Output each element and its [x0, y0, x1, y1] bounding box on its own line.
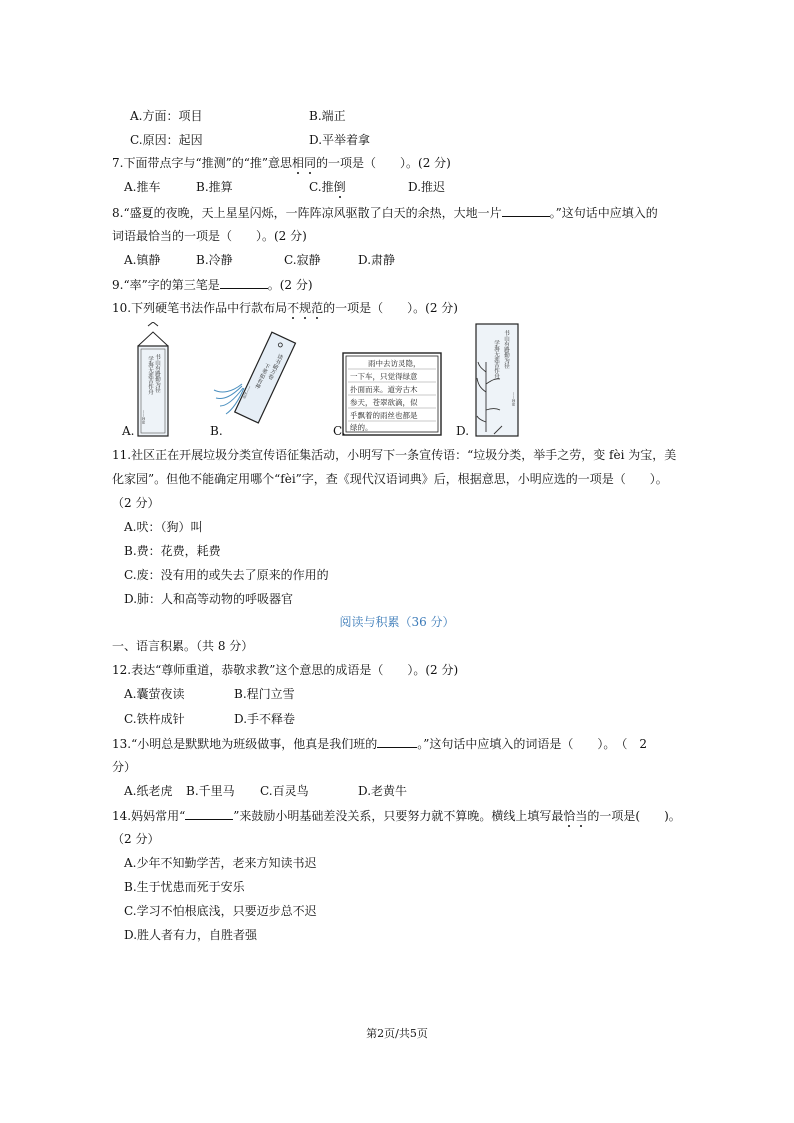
- q12-stem: 12.表达“尊师重道，恭敬求教”这个意思的成语是（ ）。(2 分): [112, 663, 459, 677]
- q7-option-d: D.推迟: [408, 180, 446, 194]
- q13-option-d: D.老黄牛: [358, 784, 408, 798]
- pic-c-line2: 一下车，只觉得绿意: [350, 372, 418, 381]
- pic-d-sign: ——韩愈: [512, 392, 516, 406]
- q11-stem-line3: （2 分）: [112, 496, 160, 510]
- pic-b-col2: 下笔如有神: [253, 361, 271, 390]
- pic-a-sign: ——韩愈: [142, 410, 146, 424]
- pic-c-line4: 参天，苍翠欲滴，似: [350, 398, 418, 407]
- q8-option-b: B.冷静: [196, 253, 233, 267]
- pic-d-col2: 学海无涯苦作舟: [493, 340, 499, 379]
- q14-stem-line2: （2 分）: [112, 832, 160, 846]
- q12-option-c: C.铁杵成针: [124, 712, 185, 726]
- calligraphy-bookmark-b: [208, 328, 304, 432]
- q14-blank: [185, 807, 233, 820]
- pic-c-line5: 乎飘着的雨丝也都是: [350, 411, 418, 420]
- q10-option-c-label: C.: [333, 424, 346, 438]
- calligraphy-scroll-d: [474, 322, 520, 438]
- q14-option-a: A.少年不知勤学苦，老来方知读书迟: [124, 856, 317, 870]
- q6-option-d: D.平举着拿: [309, 133, 371, 147]
- page-footer: 第2页/共5页: [366, 1027, 428, 1040]
- q8-stem-line2: 词语最恰当的一项是（ ）。(2 分): [112, 229, 307, 243]
- q13-stem-line2: 分）: [112, 760, 137, 774]
- q8-option-d: D.肃静: [358, 253, 396, 267]
- q11-option-c: C.废：没有用的或失去了原来的作用的: [124, 568, 329, 582]
- q14-option-c: C.学习不怕根底浅，只要迈步总不迟: [124, 904, 317, 918]
- q9-stem: 9.“率”字的第三笔是 。(2 分): [112, 278, 313, 292]
- pic-b-sign: ——杜甫: [242, 385, 252, 400]
- calligraphy-frame-c: [342, 352, 442, 436]
- pic-c-line3: 扑面而来。道旁古木: [350, 385, 418, 394]
- q10-option-b-label: B.: [210, 424, 223, 438]
- q12-option-b: B.程门立雪: [234, 687, 295, 701]
- q12-option-a: A.囊萤夜读: [124, 687, 185, 701]
- q8-option-c: C.寂静: [284, 253, 321, 267]
- pic-c-line1: 雨中去访灵隐，: [368, 359, 421, 368]
- q11-option-d: D.肺：人和高等动物的呼吸器官: [124, 592, 294, 606]
- pic-b-col1: 读书破万卷: [266, 352, 284, 381]
- q6-option-a: A.方面：项目: [130, 109, 203, 123]
- pic-a-col1: 书山有路勤为径: [154, 354, 160, 393]
- q14-option-d: D.胜人者有力，自胜者强: [124, 928, 258, 942]
- q11-option-b: B.费：花费，耗费: [124, 544, 221, 558]
- q9-blank: [220, 276, 268, 289]
- pic-c-line6: 绿的。: [350, 423, 373, 432]
- q11-option-a: A.吠：（狗）叫: [124, 520, 203, 534]
- q11-stem-line2: 化家园”。但他不能确定用哪个“fèi”字，查《现代汉语词典》后，根据意思，小明应选的一项是（ ）。: [112, 472, 668, 486]
- q13-stem-line1: 13.“小明总是默默地为班级做事，他真是我们班的 。”这句话中应填入的词语是（ ）。 （ 2: [112, 737, 648, 751]
- q7-stem: 7.下面带点字与“推测”的“推”意思相同的一项是（ ）。(2 分): [112, 156, 451, 170]
- q10-option-a-label: A.: [122, 424, 135, 438]
- q13-option-a: A.纸老虎: [124, 784, 173, 798]
- q6-option-b: B.端正: [309, 109, 346, 123]
- section-title: 阅读与积累（36 分）: [339, 615, 455, 629]
- q14-option-b: B.生于忧患而死于安乐: [124, 880, 245, 894]
- q7-option-b: B.推算: [196, 180, 233, 194]
- pic-d-col1: 书山有路勤为径: [503, 330, 509, 369]
- q7-option-a: A.推车: [124, 180, 161, 194]
- q13-option-b: B.千里马: [186, 784, 235, 798]
- q8-option-a: A.镇静: [124, 253, 161, 267]
- q14-stem-line1: 14.妈妈常用“ ”来鼓励小明基础差没关系，只要努力就不算晚。横线上填写最恰当的一项是( )。: [112, 809, 681, 823]
- part1-title: 一、语言积累。（共 8 分）: [112, 639, 254, 653]
- q7-option-c: C.推倒: [309, 180, 346, 194]
- q10-stem: 10.下列硬笔书法作品中行款布局不规范的一项是（ ）。(2 分): [112, 301, 458, 315]
- pic-a-col2: 学海无涯苦作舟: [147, 356, 153, 395]
- q13-blank: [377, 735, 417, 748]
- q8-blank: [502, 204, 550, 217]
- q10-option-d-label: D.: [456, 424, 470, 438]
- q6-option-c: C.原因：起因: [130, 133, 203, 147]
- q12-option-d: D.手不释卷: [234, 712, 296, 726]
- calligraphy-bookmark-a: [130, 322, 176, 438]
- q11-stem-line1: 11.社区正在开展垃圾分类宣传语征集活动，小明写下一条宣传语：“垃圾分类，举手之劳，变 fèi 为宝，美: [112, 448, 677, 462]
- q13-option-c: C.百灵鸟: [260, 784, 309, 798]
- q8-stem-line1: 8.“盛夏的夜晚，天上星星闪烁，一阵阵凉风驱散了白天的余热，大地一片 。”这句话中应填入的: [112, 206, 658, 220]
